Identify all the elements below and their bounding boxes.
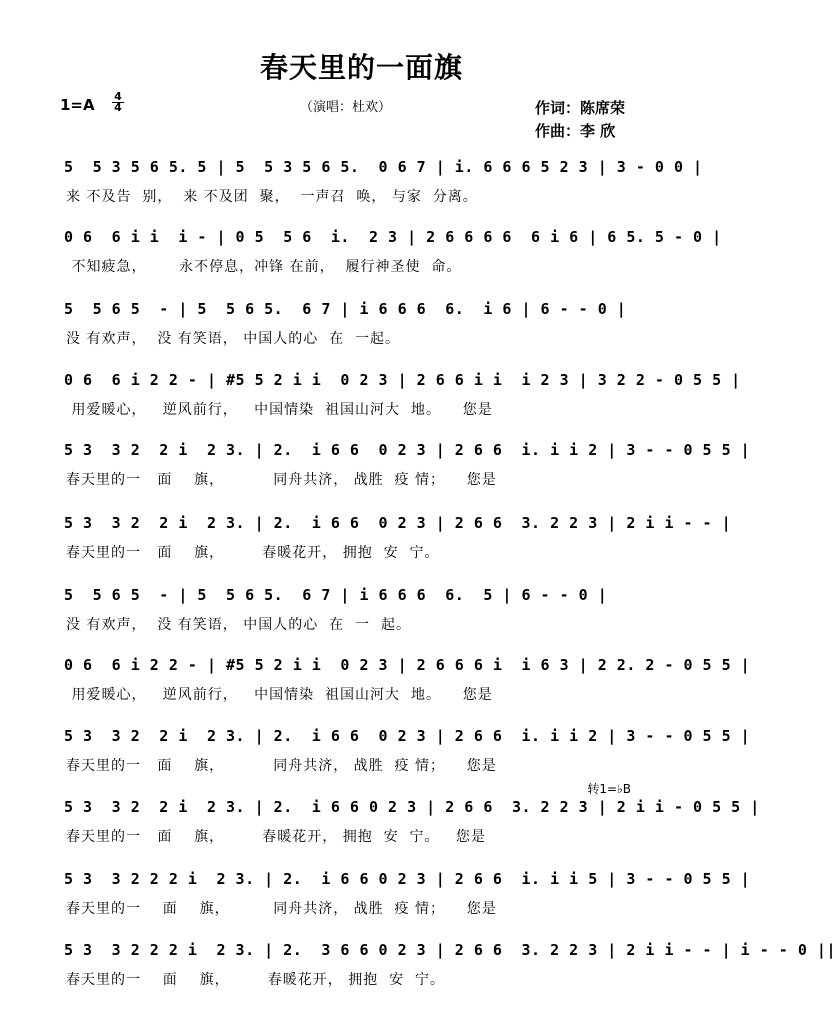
stave-lyrics: 用爱暖心， 逆风前行， 中国情染 祖国山河大 地。 您是 <box>66 402 493 418</box>
stave-notes: 0 6 6 i 2 2 - | #5 5 2 i i 0 2 3 | 2 6 6 i i i 2 3 | 3 2 2 - 0 5 5 | <box>64 371 741 389</box>
key-signature: 1=A <box>60 96 95 114</box>
stave-1 <box>0 158 723 234</box>
stave-notes: 5 3 3 2 2 2 i 2 3. | 2. i 6 6 0 2 3 | 2 6 6 i. i i 5 | 3 - - 0 5 5 | <box>64 870 751 888</box>
stave-lyrics: 不知疲急， 永不停息，冲锋 在前， 履行神圣使 命。 <box>66 259 462 275</box>
stave-notes: 5 3 3 2 2 i 2 3. | 2. i 6 6 0 2 3 | 2 6 6 3. 2 2 3 | 2 i i - - | <box>64 514 732 532</box>
stave-4 <box>0 371 741 447</box>
song-title: 春天里的一面旗 <box>259 51 463 84</box>
stave-2 <box>0 228 723 304</box>
time-signature <box>112 92 124 113</box>
stave-notes: 0 6 6 i i i - | 0 5 5 6 i. 2 3 | 2 6 6 6 6 6 i 6 | 6 5. 5 - 0 | <box>64 228 722 246</box>
stave-8 <box>0 656 751 732</box>
stave-lyrics: 春天里的一 面 旗， 同舟共济， 战胜 疫 情； 您是 <box>66 758 497 774</box>
singer-credit: （演唱：杜欢） <box>300 100 392 115</box>
key-change-marker: 转1=♭B <box>587 782 631 796</box>
stave-12 <box>0 941 836 1017</box>
lyricist-credit: 作词：陈席荣 <box>535 99 626 117</box>
stave-10 <box>0 782 760 874</box>
stave-5 <box>0 441 751 517</box>
stave-lyrics: 没 有欢声， 没 有笑语， 中国人的心 在 一起。 <box>66 331 401 347</box>
stave-lyrics: 春天里的一 面 旗， 春暖花开， 拥抱 安 宁。 <box>66 545 440 561</box>
stave-3 <box>0 300 723 376</box>
stave-6 <box>0 514 732 590</box>
stave-lyrics: 春天里的一 面 旗， 同舟共济， 战胜 疫 情； 您是 <box>66 472 497 488</box>
stave-lyrics: 春天里的一 面 旗， 同舟共济， 战胜 疫 情； 您是 <box>66 901 497 917</box>
stave-notes: 5 3 3 2 2 i 2 3. | 2. i 6 6 0 2 3 | 2 6 6 i. i i 2 | 3 - - 0 5 5 | <box>64 441 751 459</box>
stave-lyrics: 来 不及告 别， 来 不及团 聚， 一声召 唤， 与家 分离。 <box>66 189 478 205</box>
stave-11 <box>0 870 751 946</box>
stave-notes: 5 3 3 2 2 i 2 3. | 2. i 6 6 0 2 3 | 2 6 6 i. i i 2 | 3 - - 0 5 5 | <box>64 727 751 745</box>
time-signature-bottom: 4 <box>114 101 122 114</box>
stave-notes: 5 5 6 5 - | 5 5 6 5. 6 7 | i 6 6 6 6. i 6 | 6 - - 0 | <box>64 300 627 318</box>
stave-lyrics: 用爱暖心， 逆风前行， 中国情染 祖国山河大 地。 您是 <box>66 687 493 703</box>
stave-notes: 5 5 3 5 6 5. 5 | 5 5 3 5 6 5. 0 6 7 | i. 6 6 6 5 2 3 | 3 - 0 0 | <box>64 158 703 176</box>
composer-credit: 作曲：李 欣 <box>535 122 616 140</box>
stave-notes: 5 5 6 5 - | 5 5 6 5. 6 7 | i 6 6 6 6. 5 | 6 - - 0 | <box>64 586 608 604</box>
time-signature-top: 4 <box>112 92 124 103</box>
stave-lyrics: 春天里的一 面 旗， 春暖花开， 拥抱 安 宁。 <box>66 972 446 988</box>
stave-7 <box>0 586 723 662</box>
stave-notes: 5 3 3 2 2 i 2 3. | 2. i 6 6 0 2 3 | 2 6 6 3. 2 2 3 | 2 i i - 0 5 5 | <box>64 798 760 816</box>
stave-lyrics: 没 有欢声， 没 有笑语， 中国人的心 在 一 起。 <box>66 617 411 633</box>
stave-lyrics: 春天里的一 面 旗， 春暖花开， 拥抱 安 宁。 您是 <box>66 829 486 845</box>
stave-notes: 5 3 3 2 2 2 i 2 3. | 2. 3 6 6 0 2 3 | 2 6 6 3. 2 2 3 | 2 i i - - | i - - 0 || <box>64 941 836 959</box>
stave-notes: 0 6 6 i 2 2 - | #5 5 2 i i 0 2 3 | 2 6 6 6 i i 6 3 | 2 2. 2 - 0 5 5 | <box>64 656 751 674</box>
